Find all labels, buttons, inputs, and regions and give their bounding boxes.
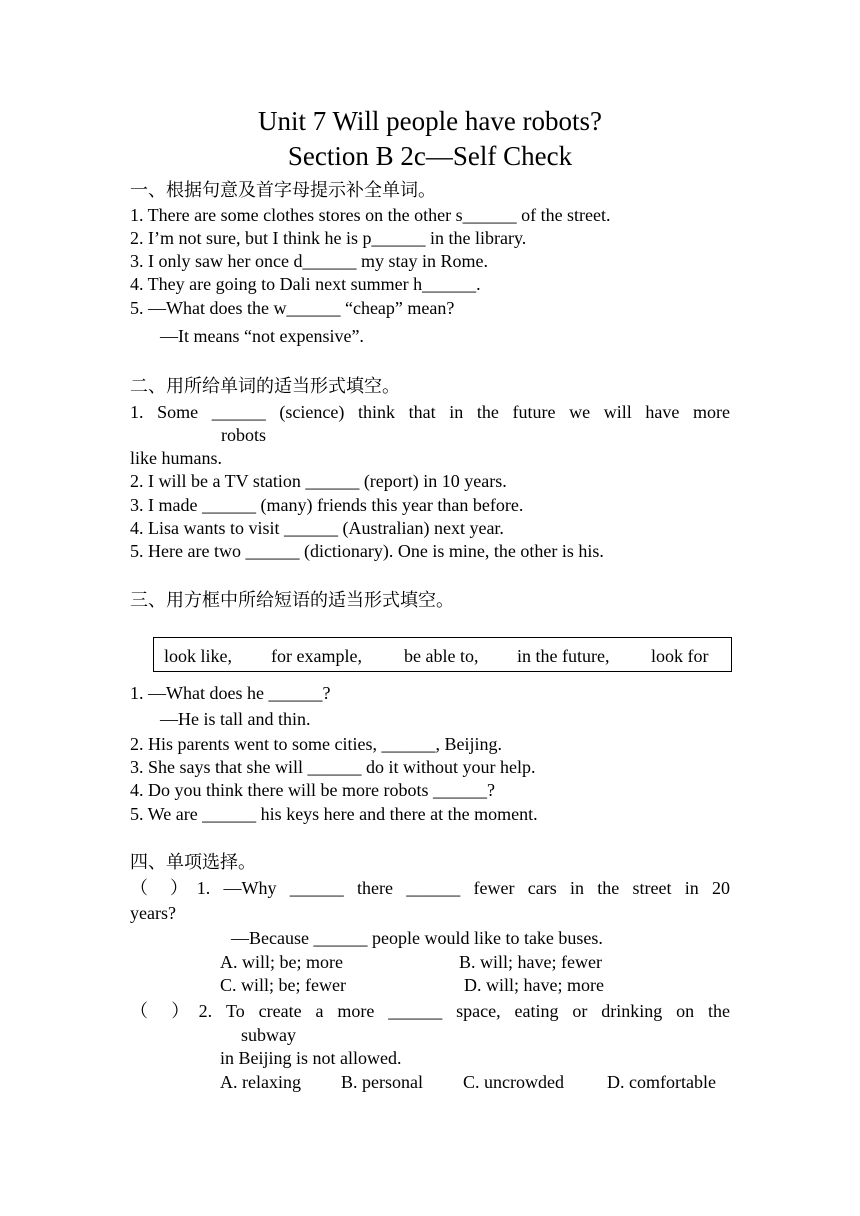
q2-option-d: D. comfortable xyxy=(607,1072,716,1092)
section3-item-1-answer: —He is tall and thin. xyxy=(160,709,311,729)
section2-heading: 二、用所给单词的适当形式填空。 xyxy=(130,376,400,396)
section2-item-1: 1. Some ______ (science) think that in the future we will have more xyxy=(130,402,730,422)
question-2: （ ）2. To create a more ______ space, eating or drinking on the xyxy=(130,1001,730,1021)
question-2-cont2: in Beijing is not allowed. xyxy=(220,1048,402,1068)
q1-option-c: C. will; be; fewer xyxy=(220,975,346,995)
section1-item-5-answer: —It means “not expensive”. xyxy=(160,326,364,346)
section3-item-2: 2. His parents went to some cities, ______, Beijing. xyxy=(130,734,502,754)
section1-item-1: 1. There are some clothes stores on the other s______ of the street. xyxy=(130,205,611,225)
phrase-look-like: look like, xyxy=(164,646,232,666)
section1-item-4: 4. They are going to Dali next summer h______. xyxy=(130,274,481,294)
section3-item-1: 1. —What does he ______? xyxy=(130,683,331,703)
question-1-reply: —Because ______ people would like to take buses. xyxy=(231,928,603,948)
section2-item-4: 4. Lisa wants to visit ______ (Australian) next year. xyxy=(130,518,504,538)
q1-option-d: D. will; have; more xyxy=(464,975,604,995)
section2-item-2: 2. I will be a TV station ______ (report) in 10 years. xyxy=(130,471,507,491)
phrase-for-example: for example, xyxy=(271,646,362,666)
q1-option-b: B. will; have; fewer xyxy=(459,952,602,972)
section2-item-1-cont2: like humans. xyxy=(130,448,222,468)
q2-option-a: A. relaxing xyxy=(220,1072,301,1092)
section3-item-5: 5. We are ______ his keys here and there at the moment. xyxy=(130,804,538,824)
phrase-look-for: look for xyxy=(651,646,709,666)
section1-item-2: 2. I’m not sure, but I think he is p______ in the library. xyxy=(130,228,527,248)
phrase-in-the-future: in the future, xyxy=(517,646,610,666)
phrase-box xyxy=(153,637,732,672)
q1-option-a: A. will; be; more xyxy=(220,952,343,972)
q2-option-b: B. personal xyxy=(341,1072,423,1092)
section3-heading: 三、用方框中所给短语的适当形式填空。 xyxy=(130,590,454,610)
section1-item-3: 3. I only saw her once d______ my stay in Rome. xyxy=(130,251,488,271)
question-2-cont: subway xyxy=(241,1025,296,1045)
question-1-cont: years? xyxy=(130,903,176,923)
page-title: Unit 7 Will people have robots? xyxy=(257,106,603,136)
page-subtitle: Section B 2c—Self Check xyxy=(287,141,573,171)
section2-item-3: 3. I made ______ (many) friends this year than before. xyxy=(130,495,524,515)
section3-item-4: 4. Do you think there will be more robots ______? xyxy=(130,780,495,800)
section2-item-5: 5. Here are two ______ (dictionary). One is mine, the other is his. xyxy=(130,541,604,561)
section3-item-3: 3. She says that she will ______ do it without your help. xyxy=(130,757,536,777)
phrase-be-able-to: be able to, xyxy=(404,646,479,666)
section1-item-5: 5. —What does the w______ “cheap” mean? xyxy=(130,298,455,318)
section4-heading: 四、单项选择。 xyxy=(130,852,256,872)
question-1: （ ）1. —Why ______ there ______ fewer cars in the street in 20 xyxy=(130,878,730,898)
section1-heading: 一、根据句意及首字母提示补全单词。 xyxy=(130,180,436,200)
section2-item-1-cont: robots xyxy=(221,425,266,445)
q2-option-c: C. uncrowded xyxy=(463,1072,564,1092)
